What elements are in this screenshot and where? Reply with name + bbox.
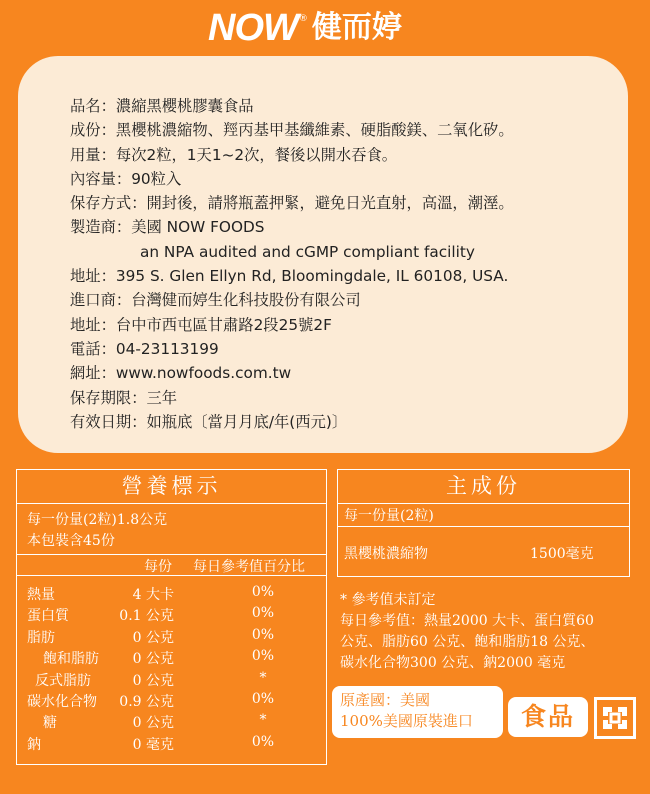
- ingredient-name: 黑櫻桃濃縮物: [344, 546, 428, 562]
- origin-badge: [332, 686, 503, 738]
- info-shelf-life: 保存期限：三年: [70, 388, 178, 407]
- origin-import-claim: 100%美國原裝進口: [340, 712, 473, 730]
- brand-logo: [208, 8, 402, 48]
- servings-per-pack: 本包裝含45份: [27, 533, 115, 549]
- nutrient-daily-value: *: [259, 669, 267, 686]
- nutrition-facts-box: [16, 469, 327, 765]
- nutrition-row-carbohydrate: [17, 691, 326, 712]
- nutrient-amount: 0.9 公克: [119, 693, 174, 710]
- nutrient-name: 脂肪: [27, 629, 55, 646]
- nutrient-daily-value: 0%: [251, 584, 275, 600]
- nutrition-rows: [17, 584, 326, 755]
- info-storage: 保存方式：開封後，請將瓶蓋押緊，避免日光直射，高溫，潮溼。: [70, 194, 514, 213]
- info-importer-address: 地址：台中市西屯區甘肅路2段25號2F: [70, 315, 332, 334]
- brand-registered-mark: ®: [298, 14, 308, 24]
- nutrient-name: 碳水化合物: [27, 693, 97, 710]
- info-phone: 電話：04-23113199: [70, 339, 219, 358]
- info-website: 網址：www.nowfoods.com.tw: [70, 364, 292, 383]
- product-info-list: [70, 94, 514, 434]
- main-ingredient-box: [337, 469, 630, 577]
- ingredient-serving-row: [338, 503, 629, 527]
- nutrition-title: 營養標示: [17, 470, 326, 504]
- nutrient-name: 鈉: [27, 736, 41, 753]
- serving-info: [27, 510, 167, 552]
- info-manufacturer-address: 地址：395 S. Glen Ellyn Rd, Bloomingdale, IL 60108, USA.: [70, 267, 509, 286]
- nutrition-row-fat: [17, 627, 326, 648]
- info-importer: 進口商：台灣健而婷生化科技股份有限公司: [70, 291, 361, 310]
- food-category-badge: 食品: [508, 697, 588, 737]
- origin-country: 原產國：美國: [340, 691, 431, 709]
- ingredient-amount: 1500毫克: [530, 546, 594, 562]
- nutrient-name: 蛋白質: [27, 608, 69, 625]
- nutrition-row-protein: [17, 605, 326, 626]
- info-expiry: 有效日期：如瓶底〔當月月底/年(西元)〕: [70, 412, 348, 431]
- brand-now-wordmark: NOW: [208, 7, 298, 49]
- info-manufacturer: 製造商：美國 NOW FOODS: [70, 218, 265, 237]
- info-quantity: 內容量：90粒入: [70, 169, 182, 188]
- nutrient-amount: 0 公克: [132, 651, 174, 668]
- nutrient-amount: 0 公克: [132, 629, 174, 646]
- nutrient-amount: 0.1 公克: [119, 608, 174, 625]
- nutrient-daily-value: 0%: [251, 648, 275, 665]
- nutrient-daily-value: 0%: [251, 690, 275, 707]
- daily-value-notes: [340, 590, 630, 674]
- nutrient-amount: 4 大卡: [132, 587, 174, 603]
- nutrient-daily-value: 0%: [251, 733, 275, 750]
- nutrient-daily-value: 0%: [251, 626, 275, 643]
- product-info-card: [18, 56, 628, 453]
- note-line: 公克、脂肪60 公克、飽和脂肪18 公克、: [340, 634, 595, 650]
- nutrition-row-saturated-fat: [17, 648, 326, 669]
- nutrition-row-calories: [17, 584, 326, 605]
- note-line: 碳水化合物300 公克、鈉2000 毫克: [340, 655, 566, 671]
- info-product-name: 品名：濃縮黑櫻桃膠囊食品: [70, 97, 254, 115]
- nutrient-name: 反式脂肪: [35, 672, 91, 689]
- info-dosage: 用量：每次2粒，1天1~2次，餐後以開水吞食。: [70, 145, 398, 164]
- brand-chinese-name: 健而婷: [311, 10, 402, 45]
- nutrient-daily-value: *: [259, 712, 267, 729]
- col-per-serving: 每份: [144, 559, 172, 575]
- ingredient-serving: 每一份量(2粒): [344, 508, 434, 524]
- nutrition-column-header: [17, 554, 326, 576]
- nutrient-amount: 0 公克: [132, 715, 174, 732]
- nutrition-row-sodium: [17, 734, 326, 755]
- info-facility: an NPA audited and cGMP compliant facility: [140, 242, 475, 261]
- nutrient-name: 飽和脂肪: [43, 651, 99, 668]
- nutrient-amount: 0 毫克: [132, 736, 174, 753]
- nutrient-name: 糖: [43, 715, 57, 732]
- nutrition-row-sugar: [17, 712, 326, 733]
- nutrient-daily-value: 0%: [251, 605, 275, 622]
- nutrient-amount: 0 公克: [132, 672, 174, 689]
- note-line: * 參考值未訂定: [340, 592, 436, 608]
- note-line: 每日參考值：熱量2000 大卡、蛋白質60: [340, 613, 594, 629]
- main-ingredient-title: 主成份: [338, 470, 629, 504]
- info-ingredients: 成份：黑櫻桃濃縮物、羥丙基甲基纖維素、硬脂酸鎂、二氧化矽。: [70, 121, 514, 140]
- col-daily-value: 每日參考值百分比: [193, 559, 305, 575]
- serving-size: 每一份量(2粒)1.8公克: [27, 512, 168, 528]
- nutrient-name: 熱量: [27, 587, 55, 603]
- food-mark-icon: [594, 697, 636, 739]
- nutrition-row-trans-fat: [17, 670, 326, 691]
